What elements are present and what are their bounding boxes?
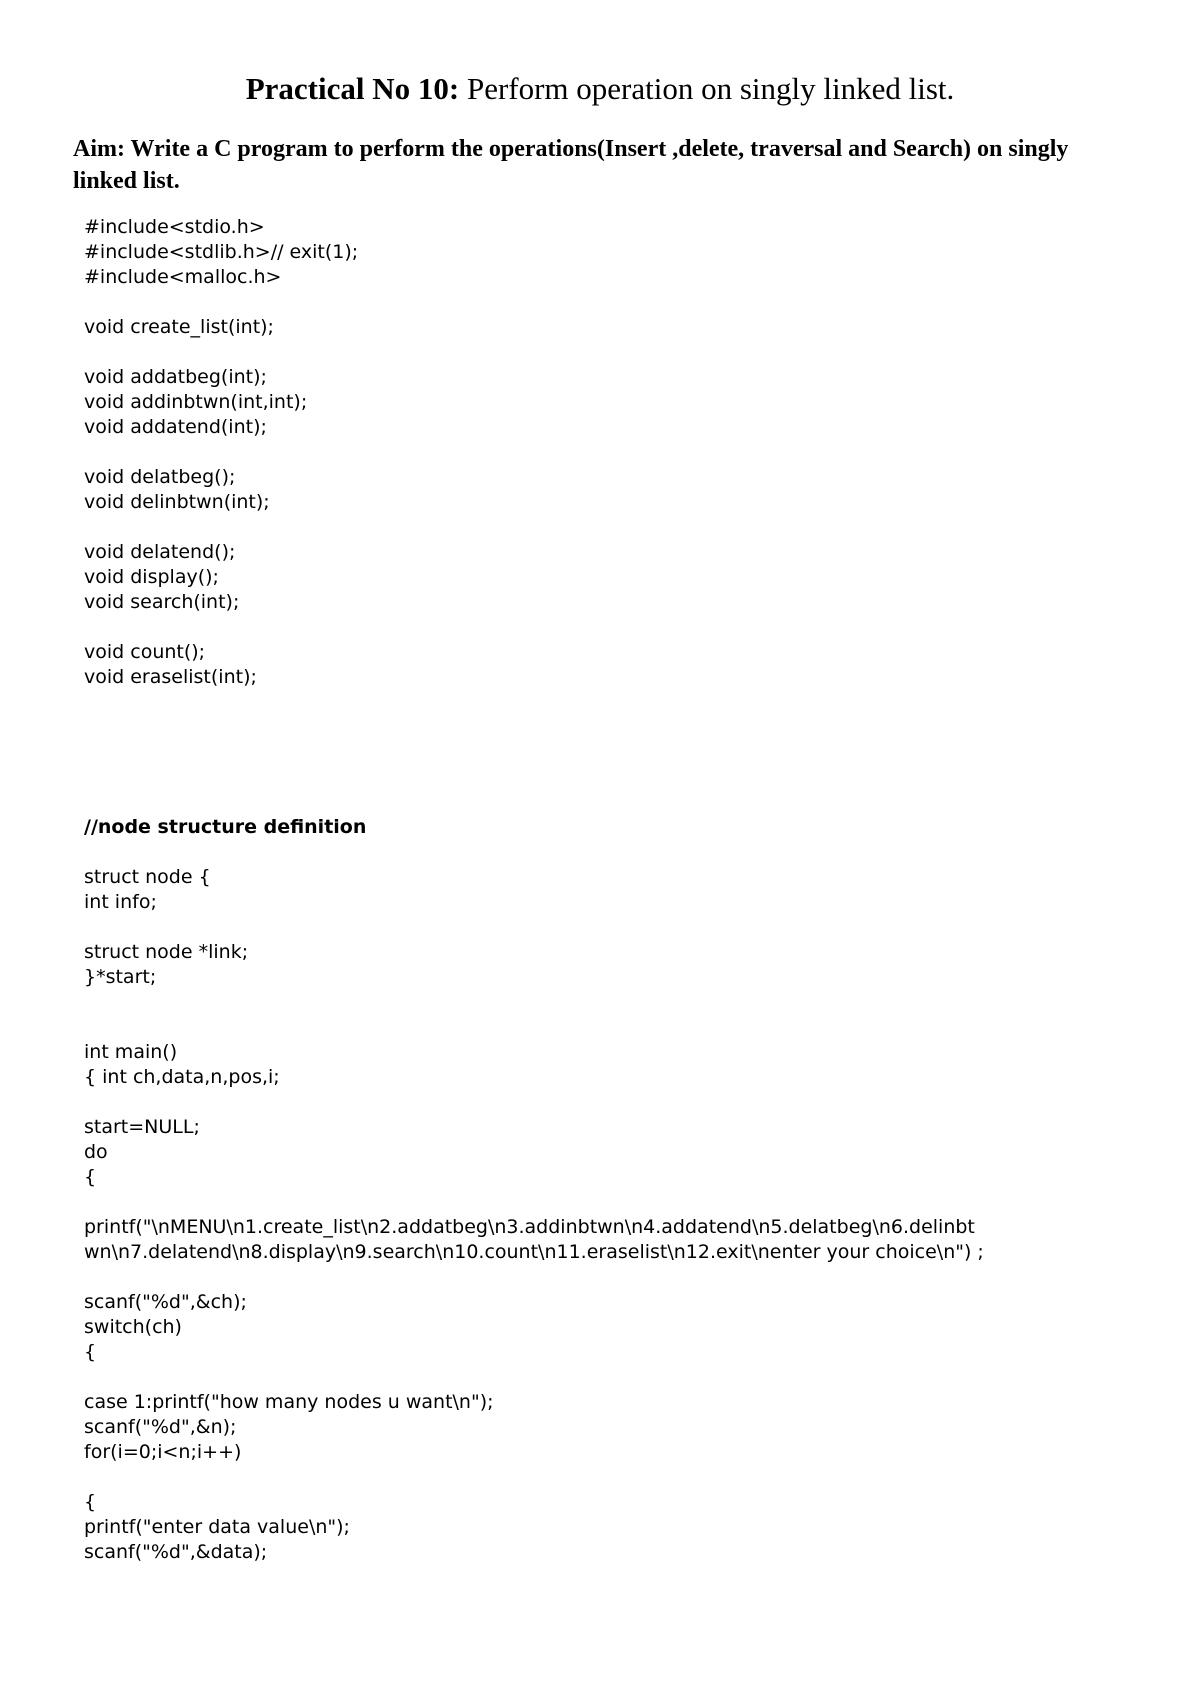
code-blank-line — [84, 765, 1174, 790]
code-line: { int ch,data,n,pos,i; — [84, 1066, 280, 1088]
code-line: void eraselist(int); — [84, 666, 257, 688]
code-blank-line — [84, 1465, 1174, 1490]
code-line: scanf("%d",&n); — [84, 1416, 237, 1438]
aim-label: Aim: — [73, 136, 125, 162]
code-line: void create_list(int); — [84, 316, 274, 338]
code-line: printf("\nMENU\n1.create_list\n2.addatbeg\n3.addinbtwn\n4.addatend\n5.delatbeg\n6.delinbt — [84, 1216, 975, 1238]
code-blank-line — [84, 440, 1174, 465]
code-blank-line — [84, 690, 1174, 715]
code-line: void display(); — [84, 566, 219, 588]
code-line: printf("enter data value\n"); — [84, 1516, 350, 1538]
code-blank-line — [84, 915, 1174, 940]
code-line: void addinbtwn(int,int); — [84, 391, 308, 413]
code-line: int main() — [84, 1041, 178, 1063]
code-line: start=NULL; — [84, 1116, 200, 1138]
code-line: #include<stdio.h> — [84, 216, 265, 238]
code-line: void search(int); — [84, 591, 240, 613]
code-line: struct node *link; — [84, 941, 249, 963]
code-blank-line — [84, 840, 1174, 865]
code-line: }*start; — [84, 966, 157, 988]
code-blank-line — [84, 340, 1174, 365]
aim-text: Write a C program to perform the operations(Insert ,delete, traversal and Search) on singly linked list. — [73, 136, 1069, 194]
code-line: void addatbeg(int); — [84, 366, 267, 388]
code-line: struct node { — [84, 866, 211, 888]
code-line: void delatbeg(); — [84, 466, 236, 488]
aim-paragraph — [73, 133, 1133, 197]
title-lead: Practical No 10: — [245, 71, 460, 106]
code-line: { — [84, 1341, 97, 1363]
page-title — [0, 70, 1200, 108]
code-blank-line — [84, 990, 1174, 1015]
code-blank-line — [84, 615, 1174, 640]
code-line: scanf("%d",&data); — [84, 1541, 268, 1563]
code-line: void addatend(int); — [84, 416, 267, 438]
code-blank-line — [84, 1265, 1174, 1290]
code-blank-line — [84, 1090, 1174, 1115]
title-rest: Perform operation on singly linked list. — [459, 71, 955, 106]
code-line: do — [84, 1141, 108, 1163]
code-line: //node structure definition — [84, 816, 367, 838]
code-listing — [84, 215, 1174, 1565]
code-blank-line — [84, 1190, 1174, 1215]
code-blank-line — [84, 515, 1174, 540]
code-blank-line — [84, 1365, 1174, 1390]
code-line: { — [84, 1491, 97, 1513]
code-line: void count(); — [84, 641, 206, 663]
code-line: switch(ch) — [84, 1316, 182, 1338]
code-line: { — [84, 1166, 97, 1188]
code-line: int info; — [84, 891, 157, 913]
code-blank-line — [84, 790, 1174, 815]
code-line: #include<stdlib.h>// exit(1); — [84, 241, 359, 263]
code-line: case 1:printf("how many nodes u want\n"); — [84, 1391, 494, 1413]
code-line: void delinbtwn(int); — [84, 491, 270, 513]
code-line: scanf("%d",&ch); — [84, 1291, 247, 1313]
code-blank-line — [84, 715, 1174, 740]
code-line: void delatend(); — [84, 541, 236, 563]
code-blank-line — [84, 290, 1174, 315]
code-line: #include<malloc.h> — [84, 266, 282, 288]
code-blank-line — [84, 1015, 1174, 1040]
code-blank-line — [84, 740, 1174, 765]
code-line: for(i=0;i<n;i++) — [84, 1441, 242, 1463]
code-line: wn\n7.delatend\n8.display\n9.search\n10.count\n11.eraselist\n12.exit\nenter your choice\n") ; — [84, 1241, 984, 1263]
